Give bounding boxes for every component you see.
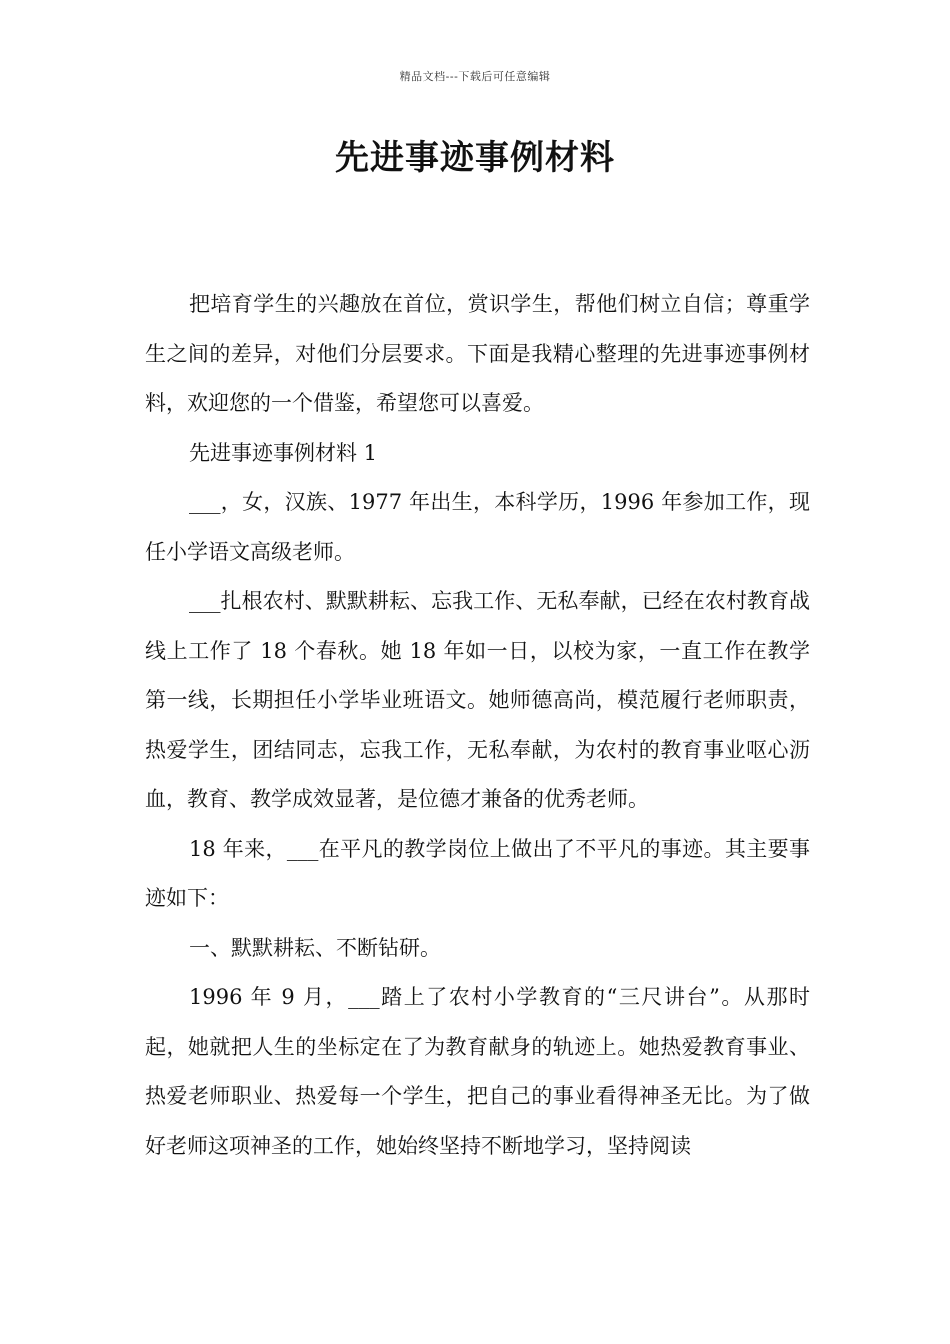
paragraph-detail: 1996 年 9 月，___踏上了农村小学教育的“三尺讲台”。从那时起，她就把人生的坐标定在了为教育献身的轨迹上。她热爱教育事业、热爱老师职业、热爱每一个学生，把自己的事业看得神圣无比。为了做好老师这项神圣的工作，她始终坚持不断地学习，坚持阅读 (145, 985, 810, 1158)
subheading-one: 一、默默耕耘、不断钻研。 (189, 935, 441, 960)
document-body (145, 280, 810, 1171)
section-heading: 先进事迹事例材料 1 (189, 440, 378, 465)
paragraph-summary: ___扎根农村、默默耕耘、忘我工作、无私奉献，已经在农村教育战线上工作了 18 个春秋。她 18 年如一日，以校为家，一直工作在教学第一线，长期担任小学毕业班语文。她师德高尚，模范履行老师职责，热爱学生，团结同志，忘我工作，无私奉献，为农村的教育事业呕心沥血，教育、教学成效显著，是位德才兼备的优秀老师。 (145, 589, 810, 811)
document-title: 先进事迹事例材料 (335, 138, 615, 178)
paragraph-profile: ___，女，汉族、1977 年出生，本科学历，1996 年参加工作，现任小学语文高级老师。 (145, 490, 810, 564)
paragraph-deeds-intro: 18 年来，___在平凡的教学岗位上做出了不平凡的事迹。其主要事迹如下： (145, 836, 810, 910)
header-note: 精品文档---下载后可任意编辑 (399, 70, 551, 83)
paragraph-intro: 把培育学生的兴趣放在首位，赏识学生，帮他们树立自信；尊重学生之间的差异，对他们分层要求。下面是我精心整理的先进事迹事例材料，欢迎您的一个借鉴，希望您可以喜爱。 (145, 292, 810, 415)
